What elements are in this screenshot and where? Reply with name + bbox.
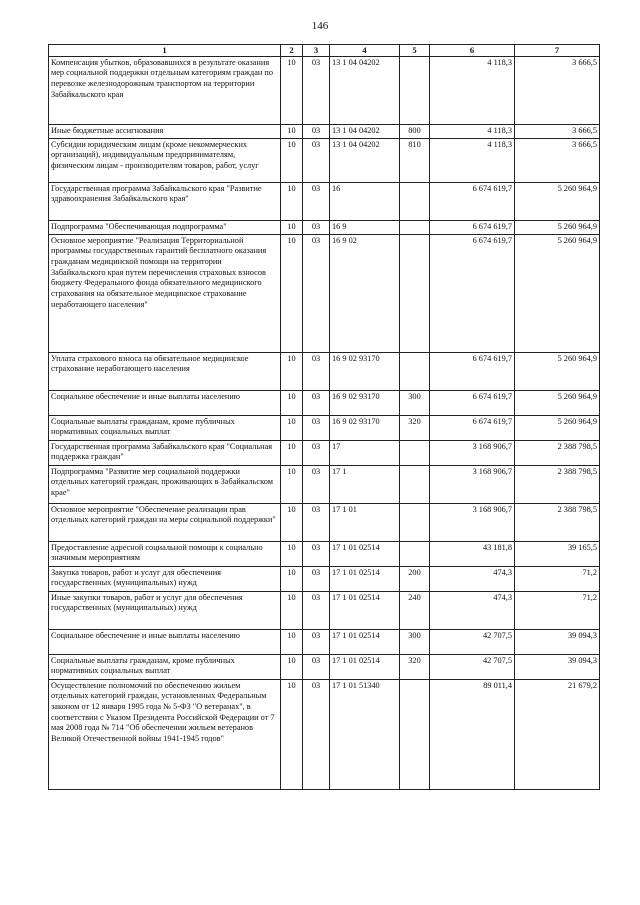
amount-year2-cell: 3 666,5 [515,138,600,182]
column-header: 2 [281,45,303,57]
table-header-row [49,45,600,57]
amount-year1-cell: 6 674 619,7 [430,352,515,390]
row-name-cell: Социальные выплаты гражданам, кроме публичных нормативных социальных выплат [49,415,281,440]
podrazdel-cell: 03 [303,465,330,503]
table-row [49,566,600,591]
amount-year2-cell: 39 094,3 [515,654,600,679]
expense-type-cell [400,352,430,390]
target-article-cell: 13 1 04 04202 [330,138,400,182]
table-row [49,440,600,465]
podrazdel-cell: 03 [303,541,330,566]
expense-type-cell [400,503,430,541]
razdel-cell: 10 [281,566,303,591]
row-name-cell: Подпрограмма "Обеспечивающая подпрограмма" [49,220,281,234]
razdel-cell: 10 [281,138,303,182]
amount-year1-cell: 42 707,5 [430,629,515,654]
amount-year1-cell: 6 674 619,7 [430,234,515,352]
target-article-cell: 13 1 04 04202 [330,124,400,138]
amount-year1-cell: 4 118,3 [430,138,515,182]
table-row [49,591,600,629]
amount-year2-cell: 39 094,3 [515,629,600,654]
amount-year2-cell: 5 260 964,9 [515,390,600,415]
razdel-cell: 10 [281,352,303,390]
row-name-cell: Предоставление адресной социальной помощи к социально значимым мероприятиям [49,541,281,566]
podrazdel-cell: 03 [303,629,330,654]
razdel-cell: 10 [281,415,303,440]
row-name-cell: Закупка товаров, работ и услуг для обеспечения государственных (муниципальных) нужд [49,566,281,591]
table-row [49,629,600,654]
table-row [49,234,600,352]
row-name-cell: Государственная программа Забайкальского края "Социальная поддержка граждан" [49,440,281,465]
target-article-cell: 17 1 [330,465,400,503]
podrazdel-cell: 03 [303,390,330,415]
table-body [49,56,600,789]
podrazdel-cell: 03 [303,415,330,440]
target-article-cell: 17 1 01 [330,503,400,541]
table-row [49,138,600,182]
amount-year2-cell: 3 666,5 [515,124,600,138]
expense-type-cell: 300 [400,390,430,415]
amount-year1-cell: 4 118,3 [430,56,515,124]
target-article-cell: 17 [330,440,400,465]
podrazdel-cell: 03 [303,182,330,220]
amount-year2-cell: 5 260 964,9 [515,234,600,352]
amount-year1-cell: 3 168 906,7 [430,440,515,465]
razdel-cell: 10 [281,182,303,220]
razdel-cell: 10 [281,679,303,789]
expense-type-cell: 240 [400,591,430,629]
amount-year2-cell: 2 388 798,5 [515,503,600,541]
target-article-cell: 16 [330,182,400,220]
table-row [49,56,600,124]
column-header: 4 [330,45,400,57]
page-number: 146 [311,20,329,32]
razdel-cell: 10 [281,465,303,503]
razdel-cell: 10 [281,390,303,415]
podrazdel-cell: 03 [303,503,330,541]
razdel-cell: 10 [281,56,303,124]
row-name-cell: Субсидии юридическим лицам (кроме некоммерческих организаций), индивидуальным предпринимателям, физическим лицам - производителям товаров, работ, услуг [49,138,281,182]
target-article-cell: 13 1 04 04202 [330,56,400,124]
target-article-cell: 16 9 [330,220,400,234]
row-name-cell: Социальные выплаты гражданам, кроме публичных нормативных социальных выплат [49,654,281,679]
table-row [49,654,600,679]
razdel-cell: 10 [281,629,303,654]
column-header: 6 [430,45,515,57]
row-name-cell: Социальное обеспечение и иные выплаты населению [49,390,281,415]
amount-year2-cell: 2 388 798,5 [515,440,600,465]
table-row [49,541,600,566]
table-row [49,352,600,390]
razdel-cell: 10 [281,124,303,138]
row-name-cell: Уплата страхового взноса на обязательное медицинское страхование неработающего населения [49,352,281,390]
table-row [49,415,600,440]
amount-year1-cell: 6 674 619,7 [430,415,515,440]
target-article-cell: 16 9 02 93170 [330,415,400,440]
podrazdel-cell: 03 [303,679,330,789]
target-article-cell: 17 1 01 02514 [330,591,400,629]
amount-year1-cell: 43 181,8 [430,541,515,566]
podrazdel-cell: 03 [303,56,330,124]
amount-year2-cell: 5 260 964,9 [515,220,600,234]
podrazdel-cell: 03 [303,124,330,138]
podrazdel-cell: 03 [303,138,330,182]
expense-type-cell: 320 [400,415,430,440]
target-article-cell: 16 9 02 93170 [330,390,400,415]
expense-type-cell: 320 [400,654,430,679]
expense-type-cell [400,234,430,352]
expense-type-cell: 200 [400,566,430,591]
table-row [49,182,600,220]
razdel-cell: 10 [281,440,303,465]
expense-type-cell [400,679,430,789]
expense-type-cell [400,182,430,220]
amount-year1-cell: 474,3 [430,566,515,591]
amount-year2-cell: 5 260 964,9 [515,415,600,440]
table-row [49,124,600,138]
razdel-cell: 10 [281,503,303,541]
row-name-cell: Иные бюджетные ассигнования [49,124,281,138]
amount-year1-cell: 3 168 906,7 [430,503,515,541]
podrazdel-cell: 03 [303,220,330,234]
amount-year2-cell: 71,2 [515,566,600,591]
target-article-cell: 16 9 02 93170 [330,352,400,390]
target-article-cell: 17 1 01 02514 [330,654,400,679]
expense-type-cell [400,541,430,566]
amount-year2-cell: 3 666,5 [515,56,600,124]
row-name-cell: Подпрограмма "Развитие мер социальной поддержки отдельных категорий граждан, проживающих в Забайкальском крае" [49,465,281,503]
expense-type-cell [400,220,430,234]
amount-year2-cell: 21 679,2 [515,679,600,789]
row-name-cell: Основное мероприятие "Обеспечение реализации прав отдельных категорий граждан на меры социальной поддержки" [49,503,281,541]
expense-type-cell [400,465,430,503]
target-article-cell: 17 1 01 02514 [330,629,400,654]
row-name-cell: Основное мероприятие "Реализация Территориальной программы государственных гарантий бесплатного оказания гражданам медицинской помощи на территории Забайкальского края путем перечисления страховых взносов бюджету Федерального фонда обязательного медицинского страхования на обязательное медицинское страхование неработающего населения" [49,234,281,352]
budget-table [48,44,600,790]
podrazdel-cell: 03 [303,566,330,591]
column-header: 1 [49,45,281,57]
column-header: 3 [303,45,330,57]
target-article-cell: 17 1 01 51340 [330,679,400,789]
table-row [49,503,600,541]
expense-type-cell: 800 [400,124,430,138]
row-name-cell: Социальное обеспечение и иные выплаты населению [49,629,281,654]
amount-year1-cell: 474,3 [430,591,515,629]
row-name-cell: Государственная программа Забайкальского края "Развитие здравоохранения Забайкальского края" [49,182,281,220]
target-article-cell: 17 1 01 02514 [330,541,400,566]
expense-type-cell: 300 [400,629,430,654]
row-name-cell: Компенсация убытков, образовавшихся в результате оказания мер социальной поддержки отдельным категориям граждан по перевозке железнодорожным транспортом на территории Забайкальского края [49,56,281,124]
razdel-cell: 10 [281,654,303,679]
razdel-cell: 10 [281,541,303,566]
razdel-cell: 10 [281,220,303,234]
amount-year2-cell: 5 260 964,9 [515,352,600,390]
target-article-cell: 16 9 02 [330,234,400,352]
podrazdel-cell: 03 [303,234,330,352]
row-name-cell: Иные закупки товаров, работ и услуг для обеспечения государственных (муниципальных) нужд [49,591,281,629]
podrazdel-cell: 03 [303,654,330,679]
amount-year2-cell: 39 165,5 [515,541,600,566]
amount-year1-cell: 6 674 619,7 [430,220,515,234]
row-name-cell: Осуществление полномочий по обеспечению жильем отдельных категорий граждан, установленных Федеральным законом от 12 января 1995 года № 5-ФЗ "О ветеранах", в соответствии с Указом Президента Российской Федерации от 7 мая 2008 года № 714 "Об обеспечении жильем ветеранов Великой Отечественной войны 1941-1945 годов" [49,679,281,789]
expense-type-cell [400,56,430,124]
amount-year1-cell: 4 118,3 [430,124,515,138]
table-row [49,390,600,415]
table-row [49,679,600,789]
razdel-cell: 10 [281,234,303,352]
table-row [49,220,600,234]
expense-type-cell [400,440,430,465]
razdel-cell: 10 [281,591,303,629]
amount-year1-cell: 6 674 619,7 [430,182,515,220]
amount-year2-cell: 71,2 [515,591,600,629]
amount-year1-cell: 6 674 619,7 [430,390,515,415]
podrazdel-cell: 03 [303,440,330,465]
podrazdel-cell: 03 [303,352,330,390]
column-header: 7 [515,45,600,57]
amount-year1-cell: 42 707,5 [430,654,515,679]
amount-year1-cell: 89 011,4 [430,679,515,789]
table-row [49,465,600,503]
podrazdel-cell: 03 [303,591,330,629]
amount-year2-cell: 5 260 964,9 [515,182,600,220]
target-article-cell: 17 1 01 02514 [330,566,400,591]
amount-year2-cell: 2 388 798,5 [515,465,600,503]
expense-type-cell: 810 [400,138,430,182]
column-header: 5 [400,45,430,57]
amount-year1-cell: 3 168 906,7 [430,465,515,503]
